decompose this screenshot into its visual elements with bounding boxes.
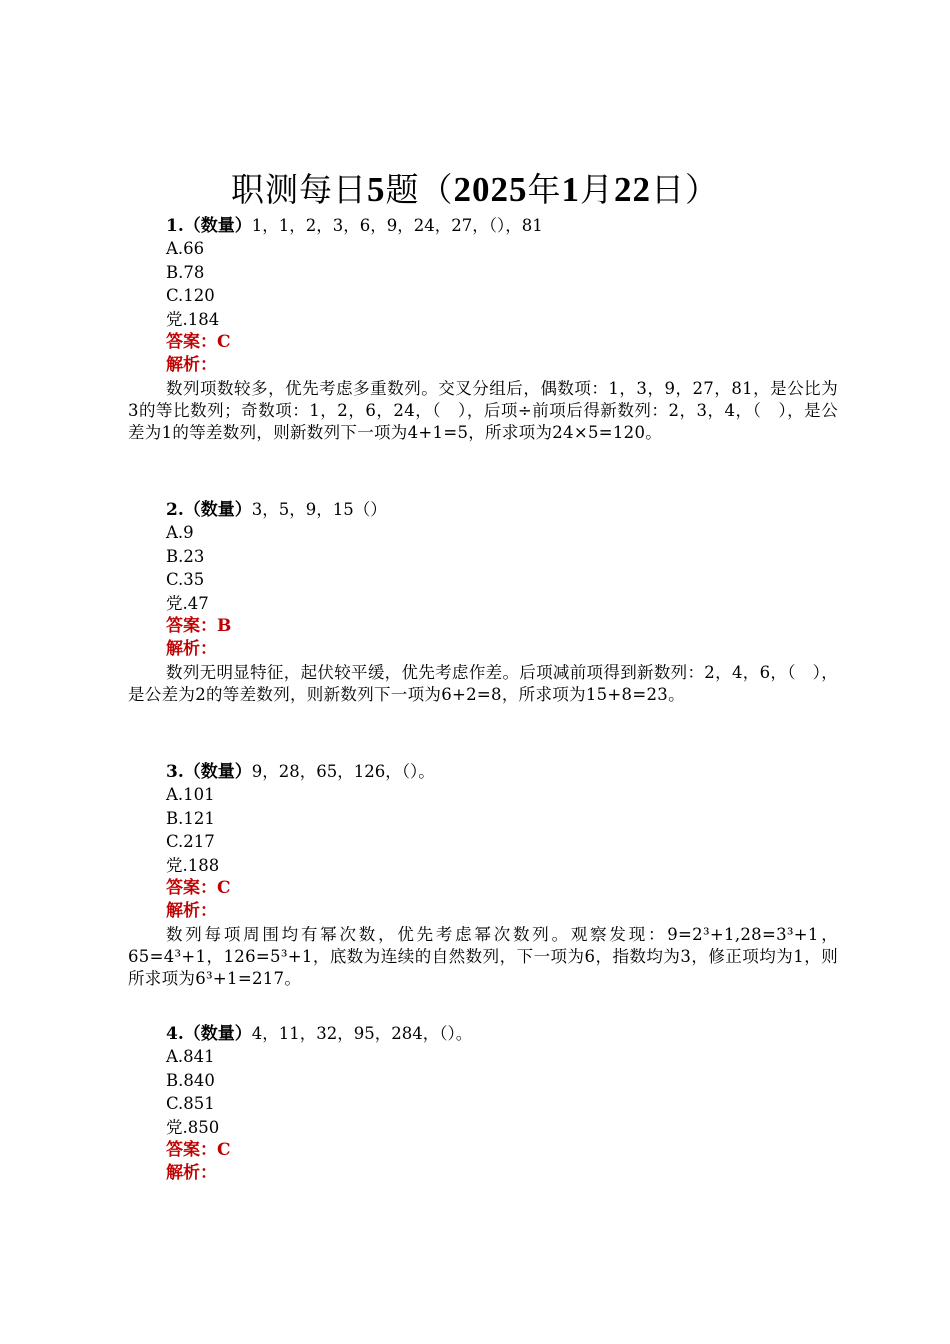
- question-block: [128, 498, 838, 706]
- answer-value: C: [217, 1139, 231, 1160]
- option-c: C.851: [166, 1094, 215, 1114]
- option-a: A.9: [166, 523, 194, 543]
- title-text: 年: [527, 170, 562, 209]
- answer-label: 答案：: [166, 1139, 217, 1160]
- title-number: 5: [367, 170, 386, 209]
- question-stem: 3，5，9，15（）: [251, 500, 387, 519]
- title-year: 2025: [453, 170, 528, 209]
- option-b: B.78: [166, 262, 205, 282]
- analysis-text: 数列项数较多，优先考虑多重数列。交叉分组后，偶数项：1，3，9，27，81，是公比为3的等比数列；奇数项：1，2，6，24，（ ），后项÷前项后得新数列：2，3，4，（ ），是公差为1的等差数列，则新数列下一项为4+1=5，所求项为24×5=120。: [128, 378, 838, 443]
- answer-label: 答案：: [166, 877, 217, 898]
- title-day: 22: [614, 170, 651, 209]
- question-number: 1.（数量）: [166, 216, 252, 236]
- answer-label: 答案：: [166, 331, 217, 352]
- question-stem: 9，28，65，126，（）。: [251, 762, 435, 781]
- answer-line: [128, 1139, 838, 1162]
- option-c: C.120: [166, 286, 215, 306]
- option-c: C.217: [166, 832, 215, 852]
- analysis-label: 解析：: [166, 355, 217, 376]
- answer-label: 答案：: [166, 615, 217, 636]
- answer-value: C: [217, 331, 231, 352]
- page-title: [0, 168, 950, 212]
- analysis-text: 数列无明显特征，起伏较平缓，优先考虑作差。后项减前项得到新数列：2，4，6，（ ），是公差为2的等差数列，则新数列下一项为6+2=8，所求项为15+8=23。: [128, 662, 838, 704]
- option-b: B.840: [166, 1070, 215, 1090]
- option-c: C.35: [166, 570, 205, 590]
- title-text: 日）: [651, 170, 719, 209]
- analysis-text: 数列每项周围均有幂次数，优先考虑幂次数列。观察发现：9=2³+1,28=3³+1，65=4³+1，126=5³+1，底数为连续的自然数列，下一项为6，指数均为3，修正项均为1，则所求项为6³+1=217。: [128, 924, 838, 989]
- answer-line: [128, 331, 838, 354]
- option-d: 党.47: [166, 593, 209, 613]
- option-d: 党.184: [166, 309, 220, 329]
- question-header: [128, 214, 838, 237]
- title-text: 题（: [385, 170, 454, 209]
- analysis-label: 解析：: [166, 639, 217, 660]
- question-block: [128, 214, 838, 444]
- answer-line: [128, 877, 838, 900]
- answer-value: B: [217, 615, 232, 636]
- option-d: 党.188: [166, 855, 220, 875]
- question-block: [128, 760, 838, 990]
- analysis-label: 解析：: [166, 1163, 217, 1184]
- question-number: 3.（数量）: [166, 762, 252, 782]
- answer-value: C: [217, 877, 231, 898]
- question-stem: 4，11，32，95，284，（）。: [251, 1024, 473, 1043]
- analysis-label: 解析：: [166, 901, 217, 922]
- option-b: B.121: [166, 808, 215, 828]
- option-b: B.23: [166, 546, 205, 566]
- option-d: 党.850: [166, 1117, 220, 1137]
- question-number: 4.（数量）: [166, 1024, 252, 1044]
- title-text: 职测每日: [231, 170, 367, 209]
- answer-line: [128, 615, 838, 638]
- question-stem: 1，1，2，3，6，9，24，27，（），81: [251, 216, 543, 235]
- option-a: A.101: [166, 785, 215, 805]
- option-a: A.66: [166, 239, 205, 259]
- option-a: A.841: [166, 1047, 215, 1067]
- question-header: [128, 760, 838, 783]
- question-number: 2.（数量）: [166, 500, 252, 520]
- question-header: [128, 1022, 838, 1045]
- title-text: 月: [580, 170, 614, 209]
- question-header: [128, 498, 838, 521]
- question-block: [128, 1022, 838, 1186]
- title-month: 1: [561, 170, 580, 209]
